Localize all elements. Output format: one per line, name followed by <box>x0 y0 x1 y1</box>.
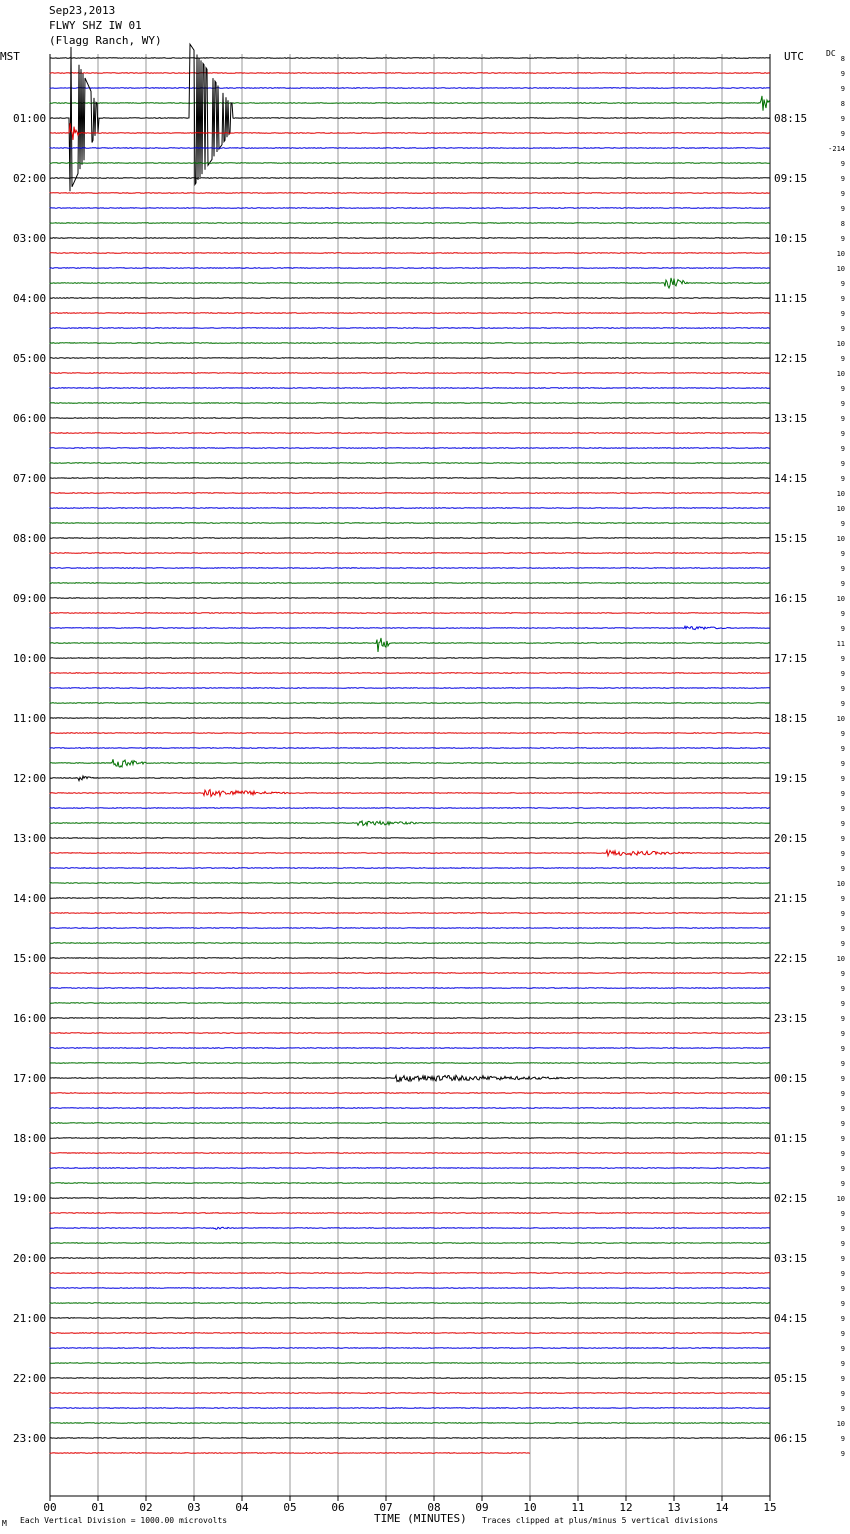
x-tick-label: 01 <box>91 1501 105 1514</box>
dc-offset-label: 9 <box>840 1330 845 1338</box>
x-tick-label: 13 <box>667 1501 681 1514</box>
dc-offset-label: 9 <box>840 775 845 783</box>
trace-line-66 <box>50 1048 770 1049</box>
trace-line-80 <box>50 1258 770 1259</box>
minute-gridlines <box>50 54 770 1496</box>
trace-line-91 <box>50 1423 770 1424</box>
left-hour-label: 06:00 <box>13 412 47 425</box>
dc-offset-label: 9 <box>840 1060 845 1068</box>
trace-line-9 <box>50 193 770 194</box>
trace-line-58 <box>50 928 770 929</box>
trace-line-1 <box>50 73 770 74</box>
right-hour-label: 15:15 <box>774 532 808 545</box>
dc-offset-label: 9 <box>840 895 845 903</box>
x-tick-label: 05 <box>283 1501 297 1514</box>
dc-offset-label: 9 <box>840 1105 845 1113</box>
trace-line-74 <box>50 1168 770 1169</box>
dc-offset-label: 9 <box>840 1210 845 1218</box>
trace-line-70 <box>50 1108 770 1109</box>
dc-offset-label: 9 <box>840 1450 845 1458</box>
dc-offset-label: 10 <box>836 1195 845 1203</box>
trace-line-47 <box>50 759 770 767</box>
dc-offset-label: 9 <box>840 940 845 948</box>
dc-offset-label: 9 <box>840 1270 845 1278</box>
trace-line-81 <box>50 1273 770 1274</box>
dc-offset-label: 9 <box>840 1090 845 1098</box>
trace-line-78 <box>50 1227 770 1229</box>
trace-line-57 <box>50 913 770 914</box>
trace-line-6 <box>50 148 770 149</box>
dc-offset-label: 9 <box>840 280 845 288</box>
trace-line-0 <box>50 58 770 59</box>
date-label: Sep23,2013 <box>49 4 116 17</box>
dc-offset-label: 9 <box>840 745 845 753</box>
trace-line-27 <box>50 463 770 464</box>
trace-line-77 <box>50 1213 770 1214</box>
left-hour-label: 14:00 <box>13 892 47 905</box>
trace-line-43 <box>50 703 770 704</box>
dc-offset-label: 9 <box>840 910 845 918</box>
trace-line-73 <box>50 1153 770 1154</box>
dc-offset-label: 9 <box>840 130 845 138</box>
trace-line-76 <box>50 1198 770 1199</box>
trace-line-41 <box>50 673 770 674</box>
trace-line-4 <box>50 44 770 191</box>
left-hour-label: 17:00 <box>13 1072 47 1085</box>
dc-offset-label: 9 <box>840 520 845 528</box>
dc-offset-label: 9 <box>840 190 845 198</box>
right-hour-label: 17:15 <box>774 652 808 665</box>
scale-note: Each Vertical Division = 1000.00 microvolts <box>20 1516 228 1525</box>
dc-offset-label: 8 <box>840 55 845 63</box>
dc-offset-label: 9 <box>840 1120 845 1128</box>
dc-offset-label: 10 <box>836 265 845 273</box>
trace-line-83 <box>50 1303 770 1304</box>
left-hour-label: 18:00 <box>13 1132 47 1145</box>
x-tick-label: 03 <box>187 1501 201 1514</box>
trace-line-8 <box>50 178 770 179</box>
dc-offset-label: 9 <box>840 445 845 453</box>
trace-line-82 <box>50 1288 770 1289</box>
right-hour-label: 04:15 <box>774 1312 808 1325</box>
trace-line-7 <box>50 163 770 164</box>
dc-offset-label: 9 <box>840 550 845 558</box>
trace-line-86 <box>50 1348 770 1349</box>
right-hour-label: 16:15 <box>774 592 808 605</box>
dc-offset-label: 9 <box>840 355 845 363</box>
dc-offset-label: 8 <box>840 220 845 228</box>
dc-offset-label: 9 <box>840 580 845 588</box>
trace-line-61 <box>50 973 770 974</box>
trace-line-21 <box>50 373 770 374</box>
trace-line-54 <box>50 868 770 869</box>
dc-offset-label: 9 <box>840 730 845 738</box>
trace-line-10 <box>50 208 770 209</box>
trace-line-37 <box>50 613 770 614</box>
dc-offset-label: 9 <box>840 1135 845 1143</box>
trace-line-46 <box>50 748 770 749</box>
trace-line-65 <box>50 1033 770 1034</box>
dc-offset-label: 9 <box>840 1165 845 1173</box>
dc-offset-label: 10 <box>836 535 845 543</box>
trace-line-2 <box>50 88 770 89</box>
dc-offset-label: 9 <box>840 1405 845 1413</box>
dc-offset-label: 10 <box>836 505 845 513</box>
left-hour-label: 20:00 <box>13 1252 47 1265</box>
left-hour-label: 08:00 <box>13 532 47 545</box>
dc-offset-label: 9 <box>840 1240 845 1248</box>
dc-offset-label: 9 <box>840 70 845 78</box>
dc-offset-label: 9 <box>840 760 845 768</box>
trace-line-44 <box>50 718 770 719</box>
trace-line-35 <box>50 583 770 584</box>
dc-offset-label: 9 <box>840 400 845 408</box>
dc-offset-label: 9 <box>840 670 845 678</box>
trace-line-49 <box>50 790 770 797</box>
dc-offset-label: 9 <box>840 1015 845 1023</box>
x-tick-label: 09 <box>475 1501 489 1514</box>
dc-offset-label: 9 <box>840 325 845 333</box>
right-zone-label: UTC <box>784 50 804 63</box>
dc-offset-label: 9 <box>840 160 845 168</box>
trace-line-52 <box>50 838 770 839</box>
dc-offset-label: 9 <box>840 610 845 618</box>
trace-line-33 <box>50 553 770 554</box>
corner-mark: M <box>2 1519 7 1528</box>
dc-offset-label: 9 <box>840 790 845 798</box>
dc-label: DC <box>826 49 836 58</box>
dc-offset-label: 10 <box>836 370 845 378</box>
dc-offset-label: 9 <box>840 1180 845 1188</box>
trace-line-84 <box>50 1318 770 1319</box>
trace-line-3 <box>50 96 770 111</box>
dc-offset-label: 9 <box>840 805 845 813</box>
left-hour-label: 02:00 <box>13 172 47 185</box>
dc-offset-label: 10 <box>836 880 845 888</box>
trace-line-63 <box>50 1003 770 1004</box>
trace-line-62 <box>50 988 770 989</box>
left-hour-label: 16:00 <box>13 1012 47 1025</box>
left-hour-label: 11:00 <box>13 712 47 725</box>
dc-offset-label: 9 <box>840 1075 845 1083</box>
trace-line-93 <box>50 1453 530 1454</box>
trace-line-28 <box>50 478 770 479</box>
dc-offset-label: 9 <box>840 475 845 483</box>
right-hour-label: 09:15 <box>774 172 808 185</box>
x-tick-label: 07 <box>379 1501 393 1514</box>
left-hour-label: 13:00 <box>13 832 47 845</box>
dc-offset-label: 9 <box>840 1030 845 1038</box>
right-hour-label: 00:15 <box>774 1072 808 1085</box>
trace-line-18 <box>50 328 770 329</box>
right-hour-label: 20:15 <box>774 832 808 845</box>
trace-line-32 <box>50 538 770 539</box>
dc-offset-label: 9 <box>840 460 845 468</box>
dc-offset-label: 9 <box>840 850 845 858</box>
right-hour-label: 05:15 <box>774 1372 808 1385</box>
right-hour-label: 02:15 <box>774 1192 808 1205</box>
dc-offset-label: 9 <box>840 85 845 93</box>
dc-offset-label: 9 <box>840 655 845 663</box>
right-hour-label: 14:15 <box>774 472 808 485</box>
trace-line-5 <box>50 123 770 140</box>
right-hour-label: 10:15 <box>774 232 808 245</box>
trace-line-23 <box>50 403 770 404</box>
left-hour-label: 12:00 <box>13 772 47 785</box>
x-tick-label: 02 <box>139 1501 153 1514</box>
x-tick-label: 15 <box>763 1501 777 1514</box>
x-tick-label: 08 <box>427 1501 441 1514</box>
left-hour-label: 22:00 <box>13 1372 47 1385</box>
dc-offset-label: 9 <box>840 235 845 243</box>
dc-offset-label: 9 <box>840 430 845 438</box>
dc-offset-label: 9 <box>840 700 845 708</box>
right-hour-label: 22:15 <box>774 952 808 965</box>
trace-line-30 <box>50 508 770 509</box>
left-hour-label: 10:00 <box>13 652 47 665</box>
x-axis-title: TIME (MINUTES) <box>374 1512 467 1525</box>
trace-line-51 <box>50 821 770 826</box>
traces <box>50 44 770 1453</box>
right-hour-label: 06:15 <box>774 1432 808 1445</box>
trace-line-12 <box>50 238 770 239</box>
dc-offset-label: 9 <box>840 385 845 393</box>
trace-line-85 <box>50 1333 770 1334</box>
trace-line-55 <box>50 883 770 884</box>
x-tick-label: 00 <box>43 1501 57 1514</box>
x-tick-label: 04 <box>235 1501 249 1514</box>
dc-offset-label: 9 <box>840 415 845 423</box>
trace-line-11 <box>50 223 770 224</box>
dc-offset-label: 10 <box>836 490 845 498</box>
dc-offset-label: 9 <box>840 985 845 993</box>
dc-offset-label: 9 <box>840 295 845 303</box>
right-hour-label: 23:15 <box>774 1012 808 1025</box>
dc-offset-label: 9 <box>840 1150 845 1158</box>
dc-offset-label: 9 <box>840 970 845 978</box>
dc-offset-label: 9 <box>840 1315 845 1323</box>
location-label: (Flagg Ranch, WY) <box>49 34 162 47</box>
left-hour-label: 21:00 <box>13 1312 47 1325</box>
trace-line-42 <box>50 688 770 689</box>
right-hour-label: 18:15 <box>774 712 808 725</box>
dc-offset-label: 11 <box>836 640 845 648</box>
right-hour-label: 11:15 <box>774 292 808 305</box>
dc-offset-label: 9 <box>840 925 845 933</box>
trace-line-75 <box>50 1183 770 1184</box>
trace-line-16 <box>50 298 770 299</box>
clip-note: Traces clipped at plus/minus 5 vertical divisions <box>482 1516 719 1525</box>
station-label: FLWY SHZ IW 01 <box>49 19 142 32</box>
trace-line-48 <box>50 776 770 781</box>
dc-offset-label: 10 <box>836 1420 845 1428</box>
dc-offset-label: -214 <box>828 145 845 153</box>
trace-line-14 <box>50 268 770 269</box>
dc-offset-label: 10 <box>836 955 845 963</box>
trace-line-71 <box>50 1123 770 1124</box>
trace-line-60 <box>50 958 770 959</box>
dc-offset-label: 8 <box>840 100 845 108</box>
trace-line-67 <box>50 1063 770 1064</box>
dc-offset-label: 9 <box>840 310 845 318</box>
left-hour-label: 19:00 <box>13 1192 47 1205</box>
dc-offset-label: 9 <box>840 865 845 873</box>
dc-offset-label: 9 <box>840 1300 845 1308</box>
trace-line-64 <box>50 1018 770 1019</box>
dc-offset-label: 10 <box>836 595 845 603</box>
trace-line-19 <box>50 343 770 344</box>
dc-offset-label: 9 <box>840 1435 845 1443</box>
trace-line-92 <box>50 1438 770 1439</box>
trace-line-36 <box>50 598 770 599</box>
dc-offset-label: 9 <box>840 1285 845 1293</box>
trace-line-31 <box>50 523 770 524</box>
dc-offset-label: 10 <box>836 250 845 258</box>
dc-offset-label: 9 <box>840 1225 845 1233</box>
left-hour-label: 15:00 <box>13 952 47 965</box>
right-hour-label: 12:15 <box>774 352 808 365</box>
trace-line-69 <box>50 1093 770 1094</box>
trace-line-20 <box>50 358 770 359</box>
trace-line-59 <box>50 943 770 944</box>
trace-line-26 <box>50 448 770 449</box>
trace-line-38 <box>50 626 770 629</box>
x-tick-label: 12 <box>619 1501 633 1514</box>
left-hour-label: 23:00 <box>13 1432 47 1445</box>
trace-line-56 <box>50 898 770 899</box>
trace-line-79 <box>50 1243 770 1244</box>
left-hour-label: 04:00 <box>13 292 47 305</box>
left-zone-label: MST <box>0 50 20 63</box>
trace-line-50 <box>50 808 770 809</box>
dc-offset-label: 9 <box>840 1045 845 1053</box>
right-hour-label: 21:15 <box>774 892 808 905</box>
trace-line-45 <box>50 733 770 734</box>
dc-offset-label: 9 <box>840 1255 845 1263</box>
dc-offset-label: 10 <box>836 715 845 723</box>
trace-line-34 <box>50 568 770 569</box>
trace-line-25 <box>50 433 770 434</box>
left-hour-label: 05:00 <box>13 352 47 365</box>
dc-offset-label: 9 <box>840 1000 845 1008</box>
dc-offset-label: 9 <box>840 1345 845 1353</box>
left-hour-label: 01:00 <box>13 112 47 125</box>
right-hour-label: 08:15 <box>774 112 808 125</box>
dc-offset-label: 9 <box>840 835 845 843</box>
trace-line-89 <box>50 1393 770 1394</box>
dc-offset-label: 9 <box>840 820 845 828</box>
trace-line-15 <box>50 278 770 288</box>
left-hour-label: 03:00 <box>13 232 47 245</box>
x-tick-label: 14 <box>715 1501 729 1514</box>
dc-offset-label: 9 <box>840 205 845 213</box>
trace-line-24 <box>50 418 770 419</box>
x-tick-label: 11 <box>571 1501 585 1514</box>
dc-offset-label: 9 <box>840 1375 845 1383</box>
right-hour-label: 03:15 <box>774 1252 808 1265</box>
trace-line-22 <box>50 388 770 389</box>
trace-line-39 <box>50 638 770 652</box>
dc-offset-label: 9 <box>840 685 845 693</box>
trace-line-90 <box>50 1408 770 1409</box>
trace-line-29 <box>50 493 770 494</box>
trace-line-17 <box>50 313 770 314</box>
dc-offset-label: 10 <box>836 340 845 348</box>
dc-offset-label: 9 <box>840 115 845 123</box>
dc-offset-label: 9 <box>840 1360 845 1368</box>
dc-offset-label: 9 <box>840 565 845 573</box>
right-hour-label: 13:15 <box>774 412 808 425</box>
trace-line-68 <box>50 1075 770 1081</box>
x-tick-label: 10 <box>523 1501 537 1514</box>
right-hour-label: 19:15 <box>774 772 808 785</box>
dc-offset-label: 9 <box>840 175 845 183</box>
trace-line-87 <box>50 1363 770 1364</box>
trace-line-53 <box>50 850 770 856</box>
x-tick-label: 06 <box>331 1501 345 1514</box>
trace-line-88 <box>50 1378 770 1379</box>
dc-offset-label: 9 <box>840 1390 845 1398</box>
right-hour-label: 01:15 <box>774 1132 808 1145</box>
trace-line-40 <box>50 658 770 659</box>
trace-line-72 <box>50 1138 770 1139</box>
left-hour-label: 07:00 <box>13 472 47 485</box>
dc-offset-label: 9 <box>840 625 845 633</box>
left-hour-label: 09:00 <box>13 592 47 605</box>
trace-line-13 <box>50 253 770 254</box>
